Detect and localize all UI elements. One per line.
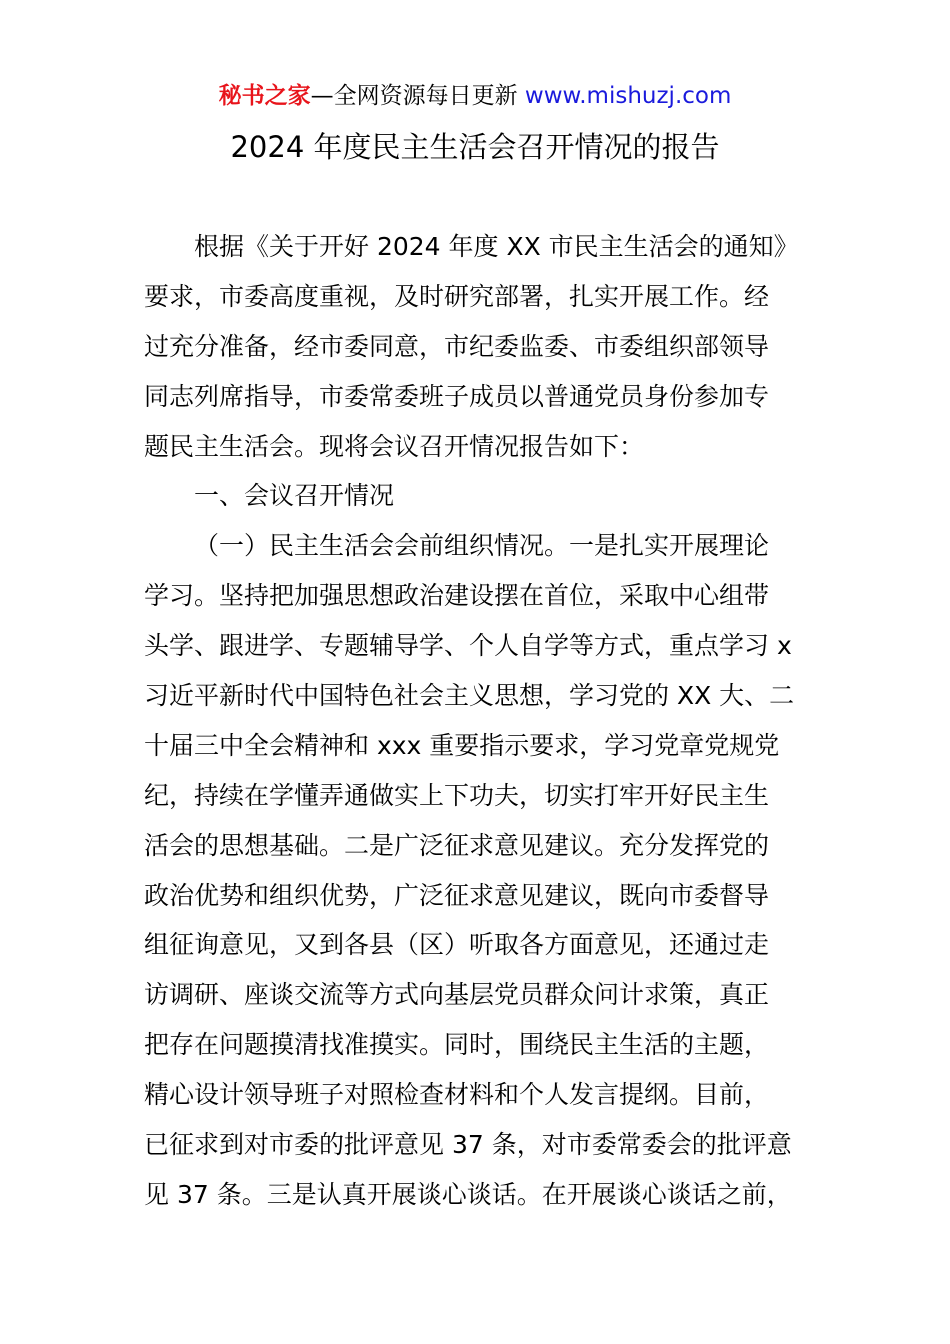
paragraph-line: 见 37 条。三是认真开展谈心谈话。在开展谈心谈话之前，: [144, 1179, 792, 1209]
paragraph-line: 根据《关于开好 2024 年度 XX 市民主生活会的通知》: [194, 232, 799, 261]
paragraph-line: 组征询意见，又到各县（区）听取各方面意见，还通过走: [144, 930, 770, 960]
site-name: 秘书之家: [218, 83, 311, 109]
site-tagline: —全网资源每日更新: [310, 83, 525, 109]
site-url-link[interactable]: www.mishuzj.com: [524, 83, 732, 109]
paragraph-line: 习近平新时代中国特色社会主义思想，学习党的 XX 大、二: [144, 681, 795, 711]
paragraph-line: 学习。坚持把加强思想政治建设摆在首位，采取中心组带: [144, 581, 770, 611]
paragraph-line: （一）民主生活会会前组织情况。一是扎实开展理论: [194, 531, 770, 561]
site-header: [0, 80, 950, 112]
paragraph-line: 同志列席指导，市委常委班子成员以普通党员身份参加专: [144, 381, 770, 411]
paragraph-line: 活会的思想基础。二是广泛征求意见建议。充分发挥党的: [144, 830, 770, 860]
paragraph-line: 十届三中全会精神和 xxx 重要指示要求，学习党章党规党: [144, 730, 780, 760]
section-heading: 一、会议召开情况: [194, 481, 395, 511]
paragraph-line: 纪，持续在学懂弄通做实上下功夫，切实打牢开好民主生: [144, 780, 770, 810]
paragraph-line: 头学、跟进学、专题辅导学、个人自学等方式，重点学习 x: [144, 631, 792, 661]
paragraph-line: 已征求到对市委的批评意见 37 条，对市委常委会的批评意: [144, 1130, 792, 1160]
paragraph-line: 把存在问题摸清找准摸实。同时，围绕民主生活的主题，: [144, 1030, 770, 1060]
document-title: 2024 年度民主生活会召开情况的报告: [230, 130, 720, 164]
paragraph-line: 要求，市委高度重视，及时研究部署，扎实开展工作。经: [144, 281, 770, 311]
paragraph-line: 政治优势和组织优势，广泛征求意见建议，既向市委督导: [144, 880, 770, 910]
paragraph-line: 题民主生活会。现将会议召开情况报告如下：: [144, 431, 645, 461]
document-body: [144, 222, 808, 1220]
paragraph-line: 精心设计领导班子对照检查材料和个人发言提纲。目前，: [144, 1080, 770, 1110]
paragraph-line: 过充分准备，经市委同意，市纪委监委、市委组织部领导: [144, 331, 770, 361]
paragraph-line: 访调研、座谈交流等方式向基层党员群众问计求策，真正: [144, 980, 770, 1010]
